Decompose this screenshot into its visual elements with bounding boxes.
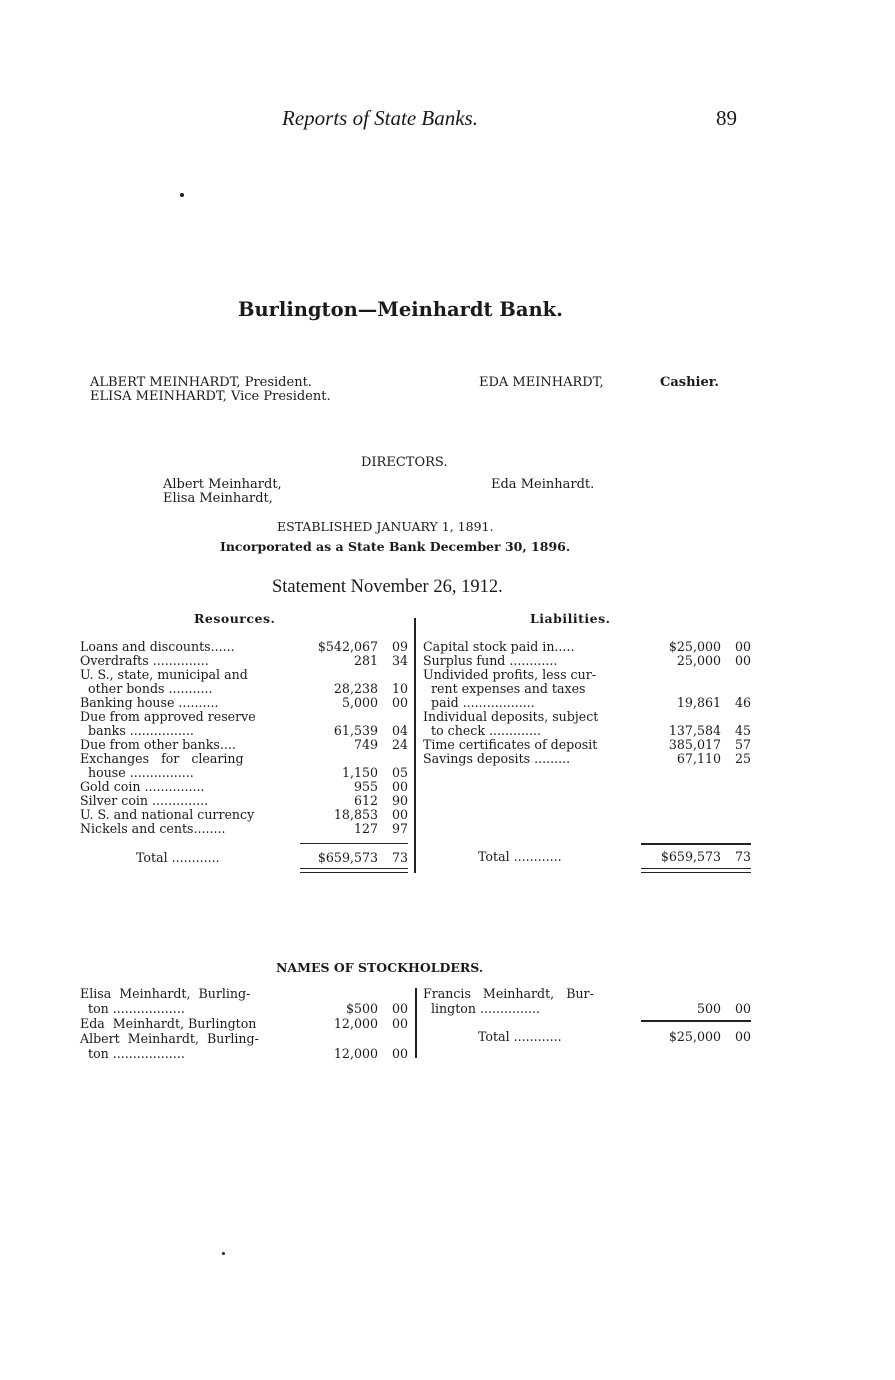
bank-title: Burlington—Meinhardt Bank.	[238, 298, 563, 321]
liabilities-total-double-rule	[641, 872, 751, 873]
row-label: Loans and discounts......	[80, 639, 235, 654]
row-cents: 00	[391, 695, 408, 710]
row-dollars: 5,000	[341, 695, 378, 710]
total-dollars: $659,573	[317, 850, 378, 865]
statement-title: Statement November 26, 1912.	[272, 577, 503, 597]
running-title: Reports of State Banks.	[282, 106, 478, 130]
stockholders-total-row	[478, 1030, 751, 1044]
row-label: ton ..................	[80, 1046, 185, 1061]
ink-speck	[180, 193, 184, 197]
total-cents: 73	[391, 850, 408, 865]
director-name: Eda Meinhardt.	[491, 477, 595, 492]
table-row	[423, 640, 751, 654]
table-row	[80, 1017, 408, 1031]
row-label: rent expenses and taxes	[423, 681, 586, 696]
row-label: other bonds ...........	[80, 681, 213, 696]
row-cents: 57	[734, 737, 751, 752]
row-dollars: 955	[353, 779, 378, 794]
row-label: Eda Meinhardt, Burlington	[80, 1016, 257, 1031]
page-number: 89	[716, 106, 737, 130]
table-row	[423, 668, 751, 682]
row-dollars: 12,000	[333, 1016, 378, 1031]
row-dollars: 25,000	[676, 653, 721, 668]
row-label: to check .............	[423, 723, 541, 738]
ink-speck	[222, 1252, 225, 1255]
row-cents: 00	[391, 807, 408, 822]
row-cents: 10	[391, 681, 408, 696]
table-row	[80, 668, 408, 682]
table-row	[80, 794, 408, 808]
row-label: Due from other banks....	[80, 737, 236, 752]
table-row	[80, 1047, 408, 1061]
row-label: Due from approved reserve	[80, 709, 256, 724]
row-label: Surplus fund ............	[423, 653, 558, 668]
table-row	[80, 808, 408, 822]
table-row	[423, 752, 751, 766]
table-row	[80, 822, 408, 836]
established-line: ESTABLISHED JANUARY 1, 1891.	[277, 519, 494, 534]
row-label: Silver coin ..............	[80, 793, 209, 808]
row-cents: 00	[734, 639, 751, 654]
liabilities-total-double-rule	[641, 868, 751, 869]
row-cents: 05	[391, 765, 408, 780]
row-dollars: 500	[696, 1001, 721, 1016]
table-row	[80, 696, 408, 710]
resources-total-double-rule	[300, 868, 408, 869]
total-cents: 00	[734, 1029, 751, 1044]
vice-president-line: ELISA MEINHARDT, Vice President.	[90, 389, 331, 404]
row-dollars: $25,000	[668, 639, 721, 654]
stockholders-divider	[415, 988, 417, 1058]
row-label: paid ..................	[423, 695, 535, 710]
cashier-name: EDA MEINHARDT,	[479, 375, 604, 390]
table-row	[423, 710, 751, 724]
liabilities-subtotal-rule	[641, 843, 751, 845]
row-cents: 00	[391, 1001, 408, 1016]
director-name: Elisa Meinhardt,	[163, 491, 273, 506]
row-label: banks ................	[80, 723, 194, 738]
directors-heading: DIRECTORS.	[361, 455, 448, 470]
table-row	[80, 738, 408, 752]
table-row	[423, 682, 751, 696]
row-label: Undivided profits, less cur-	[423, 667, 596, 682]
stockholders-total-rule	[641, 1020, 751, 1022]
row-cents: 46	[734, 695, 751, 710]
incorporated-line: Incorporated as a State Bank December 30, 1896.	[220, 539, 571, 554]
row-label: lington ...............	[423, 1001, 541, 1016]
row-dollars: 28,238	[333, 681, 378, 696]
total-label: Total ............	[136, 850, 220, 865]
table-row	[80, 766, 408, 780]
total-cents: 73	[734, 849, 751, 864]
liabilities-heading: Liabilities.	[530, 611, 611, 626]
row-label: Albert Meinhardt, Burling-	[80, 1031, 259, 1046]
stockholders-heading: NAMES OF STOCKHOLDERS.	[276, 960, 484, 975]
president-line: ALBERT MEINHARDT, President.	[90, 375, 312, 390]
row-dollars: 61,539	[333, 723, 378, 738]
row-cents: 24	[391, 737, 408, 752]
row-cents: 09	[391, 639, 408, 654]
row-label: Overdrafts ..............	[80, 653, 209, 668]
row-label: Banking house ..........	[80, 695, 219, 710]
row-cents: 00	[734, 1001, 751, 1016]
row-label: Francis Meinhardt, Bur-	[423, 986, 594, 1001]
table-row	[80, 710, 408, 724]
table-row	[423, 724, 751, 738]
row-cents: 00	[391, 1046, 408, 1061]
table-row	[80, 987, 408, 1001]
total-label: Total ............	[478, 849, 562, 864]
total-dollars: $25,000	[668, 1029, 721, 1044]
total-dollars: $659,573	[660, 849, 721, 864]
row-dollars: $542,067	[317, 639, 378, 654]
liabilities-total-row	[478, 850, 751, 864]
row-cents: 97	[391, 821, 408, 836]
row-dollars: 67,110	[676, 751, 721, 766]
table-row	[423, 987, 751, 1001]
row-dollars: 19,861	[676, 695, 721, 710]
row-label: U. S., state, municipal and	[80, 667, 248, 682]
table-row	[80, 724, 408, 738]
row-cents: 34	[391, 653, 408, 668]
table-row	[80, 682, 408, 696]
row-dollars: 281	[353, 653, 378, 668]
row-dollars: 385,017	[668, 737, 721, 752]
row-dollars: 1,150	[341, 765, 378, 780]
row-label: Exchanges for clearing	[80, 751, 244, 766]
row-label: Gold coin ...............	[80, 779, 205, 794]
row-dollars: 749	[353, 737, 378, 752]
row-label: Capital stock paid in.....	[423, 639, 575, 654]
table-row	[80, 654, 408, 668]
column-divider	[414, 618, 416, 873]
row-label: Elisa Meinhardt, Burling-	[80, 986, 251, 1001]
total-label: Total ............	[478, 1029, 562, 1044]
table-row	[423, 654, 751, 668]
row-cents: 25	[734, 751, 751, 766]
resources-total-row	[136, 851, 408, 865]
resources-total-double-rule	[300, 872, 408, 873]
director-name: Albert Meinhardt,	[163, 477, 282, 492]
table-row	[423, 738, 751, 752]
row-cents: 00	[734, 653, 751, 668]
row-dollars: 12,000	[333, 1046, 378, 1061]
table-row	[80, 640, 408, 654]
resources-heading: Resources.	[194, 611, 276, 626]
row-label: ton ..................	[80, 1001, 185, 1016]
row-cents: 90	[391, 793, 408, 808]
row-dollars: 18,853	[333, 807, 378, 822]
row-dollars: 127	[353, 821, 378, 836]
row-dollars: 137,584	[668, 723, 721, 738]
row-cents: 04	[391, 723, 408, 738]
table-row	[80, 780, 408, 794]
row-label: Individual deposits, subject	[423, 709, 599, 724]
row-label: Nickels and cents........	[80, 821, 226, 836]
row-dollars: $500	[345, 1001, 378, 1016]
cashier-title: Cashier.	[660, 375, 719, 390]
table-row	[80, 1032, 408, 1046]
row-dollars: 612	[353, 793, 378, 808]
row-label: Savings deposits .........	[423, 751, 571, 766]
table-row	[423, 1002, 751, 1016]
table-row	[80, 1002, 408, 1016]
row-cents: 00	[391, 1016, 408, 1031]
row-cents: 45	[734, 723, 751, 738]
row-label: U. S. and national currency	[80, 807, 255, 822]
resources-subtotal-rule	[300, 843, 408, 844]
table-row	[423, 696, 751, 710]
row-cents: 00	[391, 779, 408, 794]
row-label: house ................	[80, 765, 194, 780]
table-row	[80, 752, 408, 766]
row-label: Time certificates of deposit	[423, 737, 598, 752]
